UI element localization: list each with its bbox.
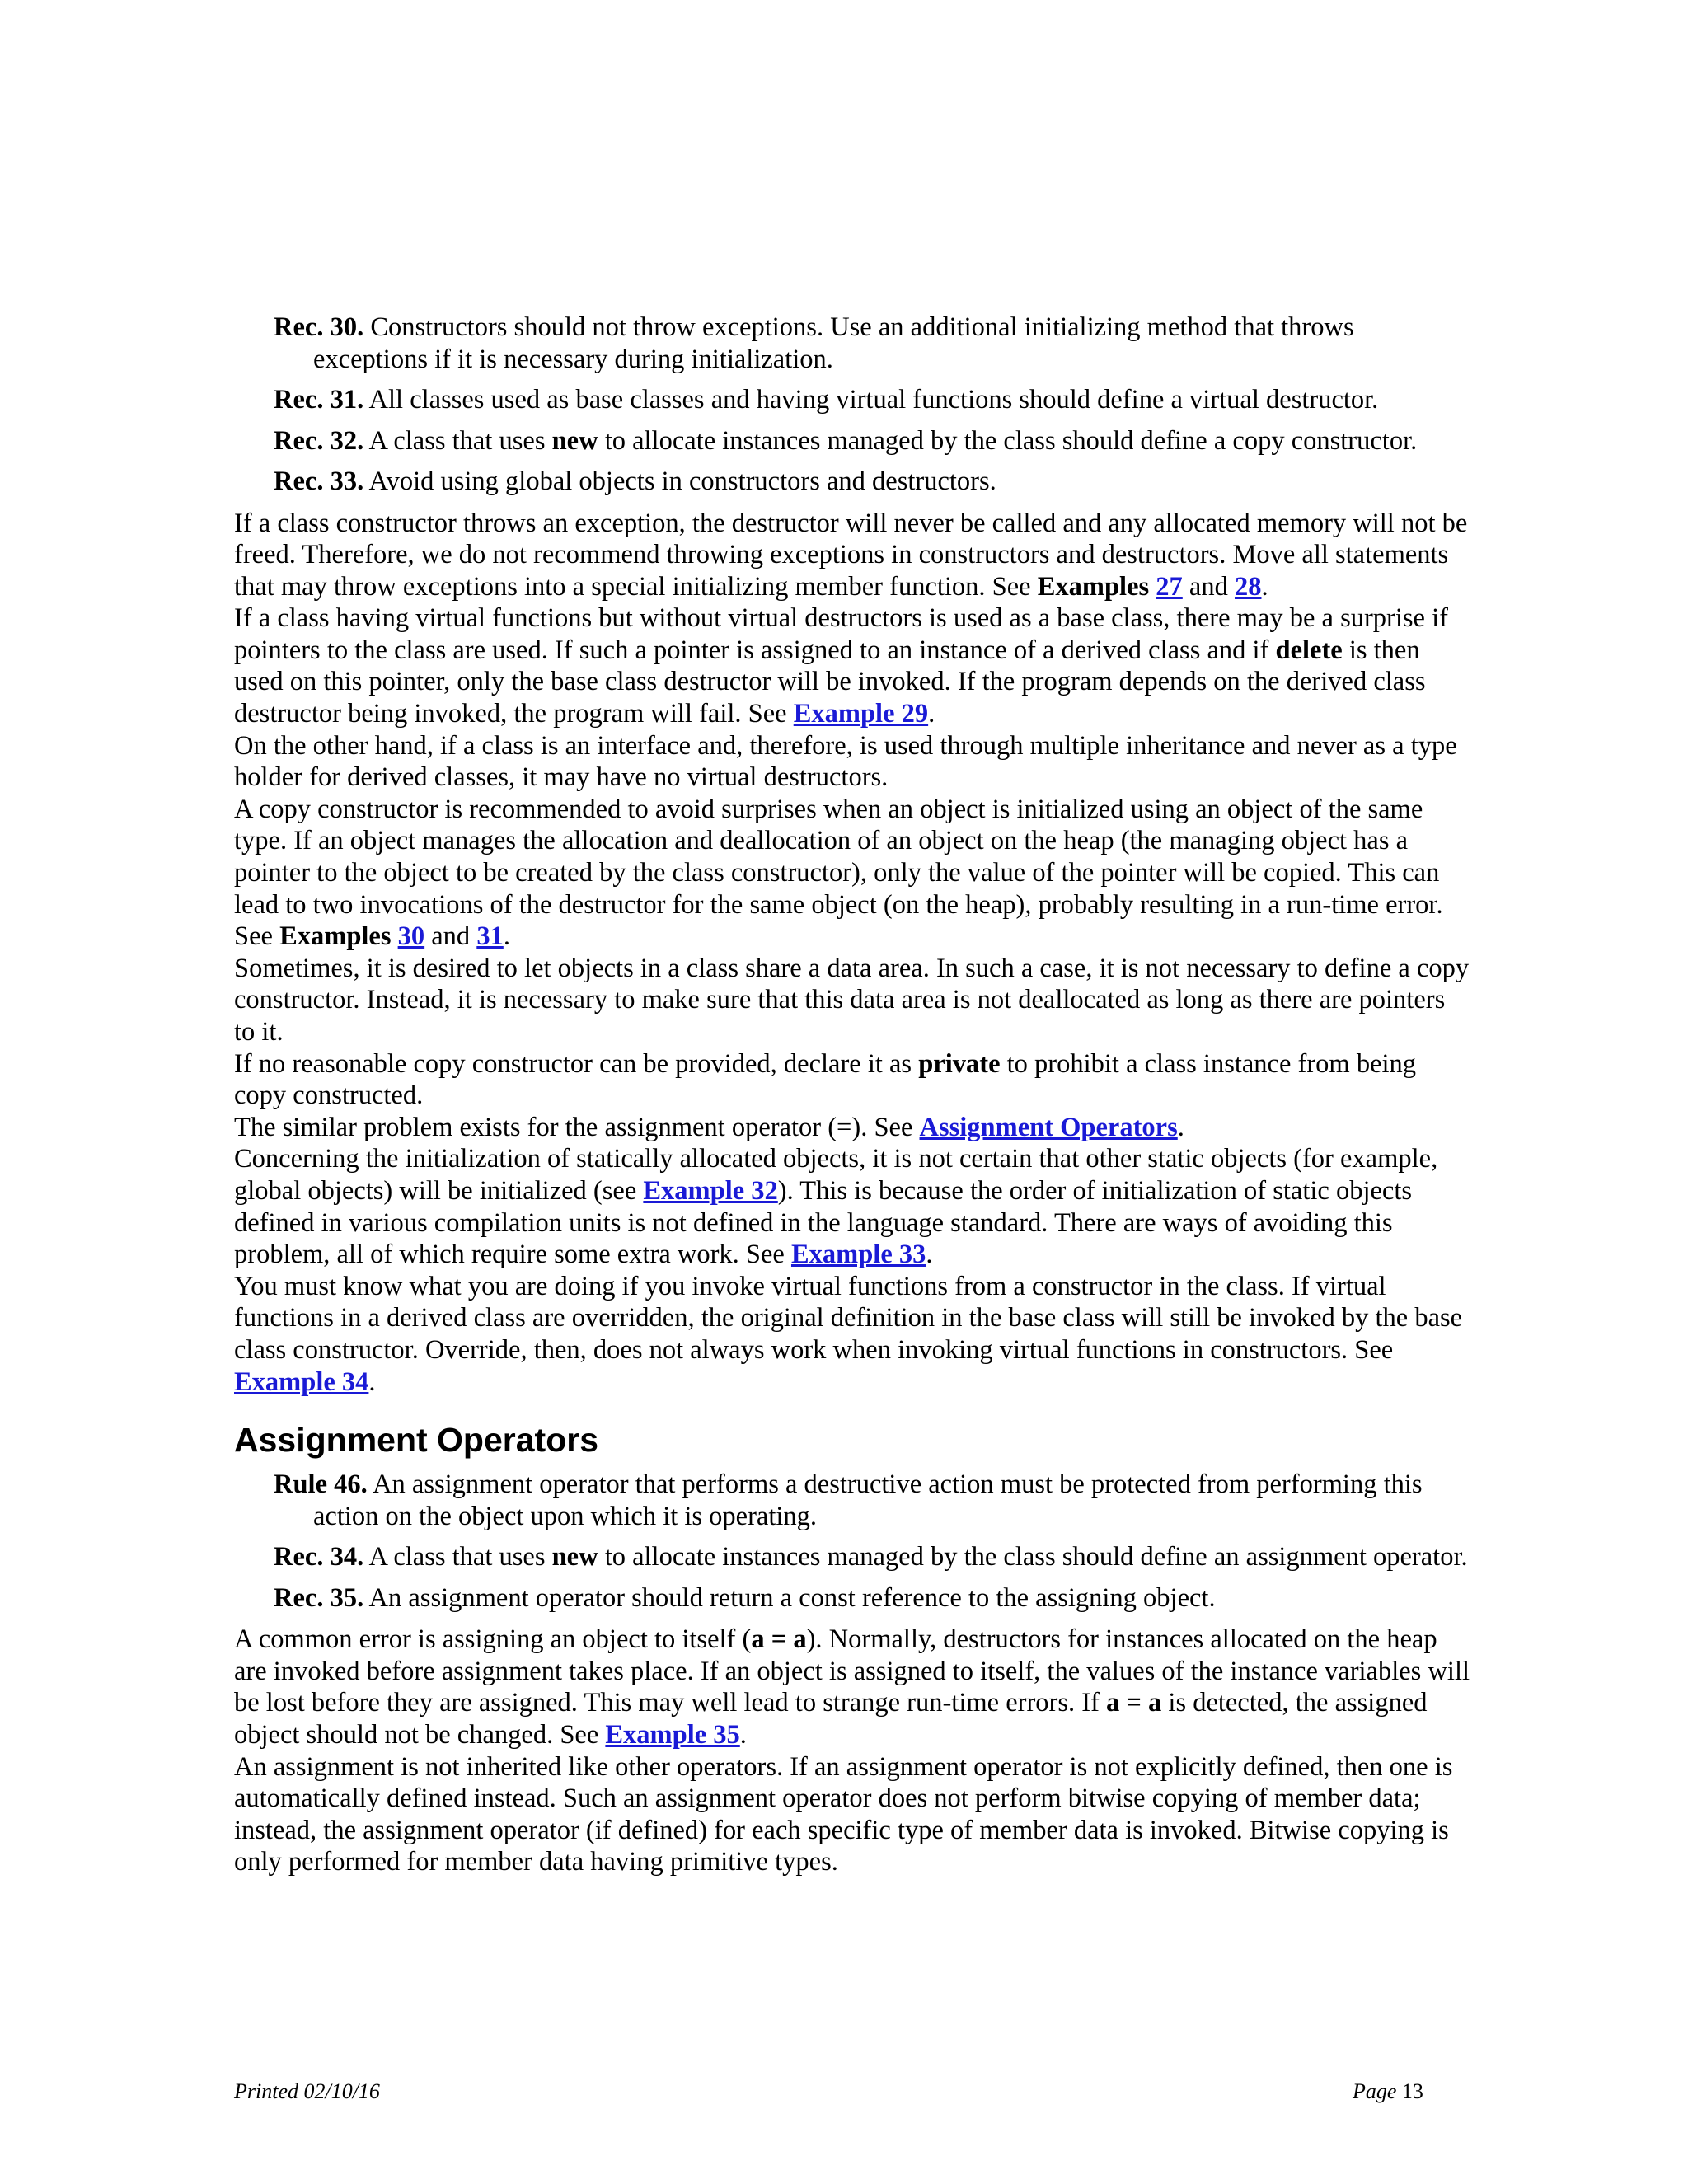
link-example-35[interactable]: Example 35	[605, 1719, 740, 1750]
paragraph-shared-data	[234, 953, 1470, 1048]
rec-text: to allocate instances managed by the class should define a copy constructor.	[598, 425, 1418, 456]
rec-label: Rec. 34.	[274, 1542, 364, 1572]
text: is then used on this pointer, only the base class destructor will be invoked. If the program depends on the derived class destructor being invoked, the program will fail. See	[234, 635, 1426, 729]
page-content	[234, 312, 1470, 1878]
text	[392, 921, 398, 951]
recommendation-33	[234, 466, 1470, 498]
paragraph-static-init	[234, 1143, 1470, 1270]
paragraph-virtual-destructors	[234, 602, 1470, 729]
text: ). Normally, destructors for instances allocated on the heap are invoked before assignment takes place. If an object is assigned to itself, the values of the instance variables will be lost before they are assigned. This may well lead to strange run-time errors. If	[234, 1624, 1470, 1718]
rec-label: Rec. 33.	[274, 466, 364, 496]
link-assignment-operators[interactable]: Assignment Operators	[919, 1112, 1178, 1142]
rec-label: Rec. 32.	[274, 425, 364, 456]
text: If a class constructor throws an exception, the destructor will never be called and any allocated memory will not be freed. Therefore, we do not recommend throwing exceptions in constructors and destructors. Move all statements that may throw exceptions into a special initializing member function. See	[234, 508, 1468, 602]
code-expression: a = a	[1106, 1688, 1162, 1718]
keyword-new: new	[551, 425, 598, 456]
bold-text: Examples	[1037, 571, 1150, 602]
keyword-private: private	[918, 1048, 1001, 1079]
paragraph-self-assignment	[234, 1624, 1470, 1750]
text: .	[1177, 1112, 1184, 1142]
rec-text: An assignment operator should return a const reference to the assigning object.	[363, 1582, 1216, 1613]
text: If no reasonable copy constructor can be provided, declare it as	[234, 1048, 919, 1079]
link-example-27[interactable]: 27	[1156, 571, 1183, 602]
rec-label: Rec. 30.	[274, 312, 364, 342]
rec-text: to allocate instances managed by the class should define an assignment operator.	[598, 1542, 1468, 1572]
paragraph-copy-constructor	[234, 794, 1470, 953]
code-expression: a = a	[751, 1624, 807, 1655]
text: to prohibit a class instance from being copy constructed.	[234, 1048, 1417, 1111]
text: A copy constructor is recommended to avoid surprises when an object is initialized using an object of the same type. If an object manages the allocation and deallocation of an object on the heap (the managing object has a pointer to the object to be created by the class constructor), only the value of the pointer will be copied. This can lead to two invocations of the destructor for the same object (on the heap), probably resulting in a run-time error. See	[234, 794, 1443, 952]
keyword-new: new	[551, 1542, 598, 1572]
text: ). This is because the order of initialization of static objects defined in various compilation units is not defined in the language standard. There are ways of avoiding this problem, all of which require some extra work. See	[234, 1175, 1413, 1270]
link-example-32[interactable]: Example 32	[643, 1175, 778, 1206]
recommendation-34	[234, 1541, 1470, 1573]
paragraph-interface-class	[234, 730, 1470, 794]
text: .	[739, 1719, 747, 1750]
text: The similar problem exists for the assignment operator (=). See	[234, 1112, 920, 1142]
rec-text: All classes used as base classes and having virtual functions should define a virtual destructor.	[363, 385, 1379, 415]
paragraph-assignment-inheritance	[234, 1751, 1470, 1878]
link-example-30[interactable]: 30	[397, 921, 425, 952]
text: An assignment is not inherited like other operators. If an assignment operator is not explicitly defined, then one is automatically defined instead. Such an assignment operator does not perform bitwise copying of member data; instead, the assignment operator (if defined) for each specific type of member data is invoked. Bitwise copying is only performed for member data having primitive types.	[234, 1751, 1453, 1877]
text: You must know what you are doing if you invoke virtual functions from a constructor in the class. If virtual functions in a derived class are overridden, the original definition in the base class will still be invoked by the base class constructor. Override, then, does not always work when invoking virtual functions in constructors. See	[234, 1271, 1463, 1365]
link-example-33[interactable]: Example 33	[790, 1240, 926, 1270]
rec-text: An assignment operator that performs a destructive action must be protected from performing this action on the object upon which it is operating.	[313, 1469, 1423, 1531]
section-heading: Assignment Operators	[234, 1421, 598, 1460]
link-example-31[interactable]: 31	[476, 921, 504, 952]
paragraph-virtual-in-constructor	[234, 1271, 1470, 1398]
page-label: Page	[1353, 2079, 1397, 2103]
paragraph-constructor-exceptions	[234, 508, 1470, 603]
text: and	[424, 921, 477, 952]
paragraph-private-copy	[234, 1048, 1470, 1112]
rec-label: Rec. 35.	[274, 1582, 364, 1613]
recommendation-32	[234, 425, 1470, 457]
text: and	[1182, 571, 1235, 602]
rec-text: A class that uses	[363, 425, 552, 456]
text: Sometimes, it is desired to let objects in a class share a data area. In such a case, it is not necessary to define a copy constructor. Instead, it is necessary to make sure that this data area is not deallocated as long as there are pointers to it.	[234, 953, 1470, 1047]
paragraph-assignment-problem	[234, 1112, 1470, 1144]
text: On the other hand, if a class is an interface and, therefore, is used through multiple inheritance and never as a type holder for derived classes, it may have no virtual destructors.	[234, 730, 1457, 793]
text: is detected, the assigned object should not be changed. See	[234, 1688, 1428, 1750]
text: If a class having virtual functions but without virtual destructors is used as a base class, there may be a surprise if pointers to the class are used. If such a pointer is assigned to an instance of a derived class and if	[234, 603, 1448, 665]
rec-text: Avoid using global objects in constructors and destructors.	[363, 466, 996, 496]
recommendation-35	[234, 1582, 1470, 1615]
rec-text: A class that uses	[363, 1542, 552, 1572]
text: .	[368, 1366, 376, 1397]
text: Concerning the initialization of statically allocated objects, it is not certain that other static objects (for example, global objects) will be initialized (see	[234, 1144, 1438, 1206]
rule-46	[234, 1469, 1470, 1532]
text: .	[928, 699, 935, 729]
text: .	[503, 921, 510, 952]
link-example-34[interactable]: Example 34	[234, 1366, 369, 1397]
keyword-delete: delete	[1275, 635, 1343, 665]
link-example-29[interactable]: Example 29	[793, 699, 929, 729]
text: A common error is assigning an object to itself (	[234, 1624, 752, 1655]
recommendation-30	[234, 312, 1470, 375]
rec-label: Rec. 31.	[274, 385, 364, 415]
rec-label: Rule 46.	[274, 1469, 368, 1500]
footer-printed-date: Printed 02/10/16	[234, 2079, 380, 2103]
text: .	[1261, 571, 1268, 602]
link-example-28[interactable]: 28	[1234, 571, 1262, 602]
bold-text: Examples	[279, 921, 392, 952]
text: .	[926, 1240, 933, 1270]
recommendation-31	[234, 384, 1470, 416]
footer-page-number	[1353, 2079, 1423, 2104]
rec-text: Constructors should not throw exceptions. Use an additional initializing method that throws exceptions if it is necessary during initialization.	[313, 312, 1354, 374]
page-number: 13	[1401, 2079, 1423, 2103]
